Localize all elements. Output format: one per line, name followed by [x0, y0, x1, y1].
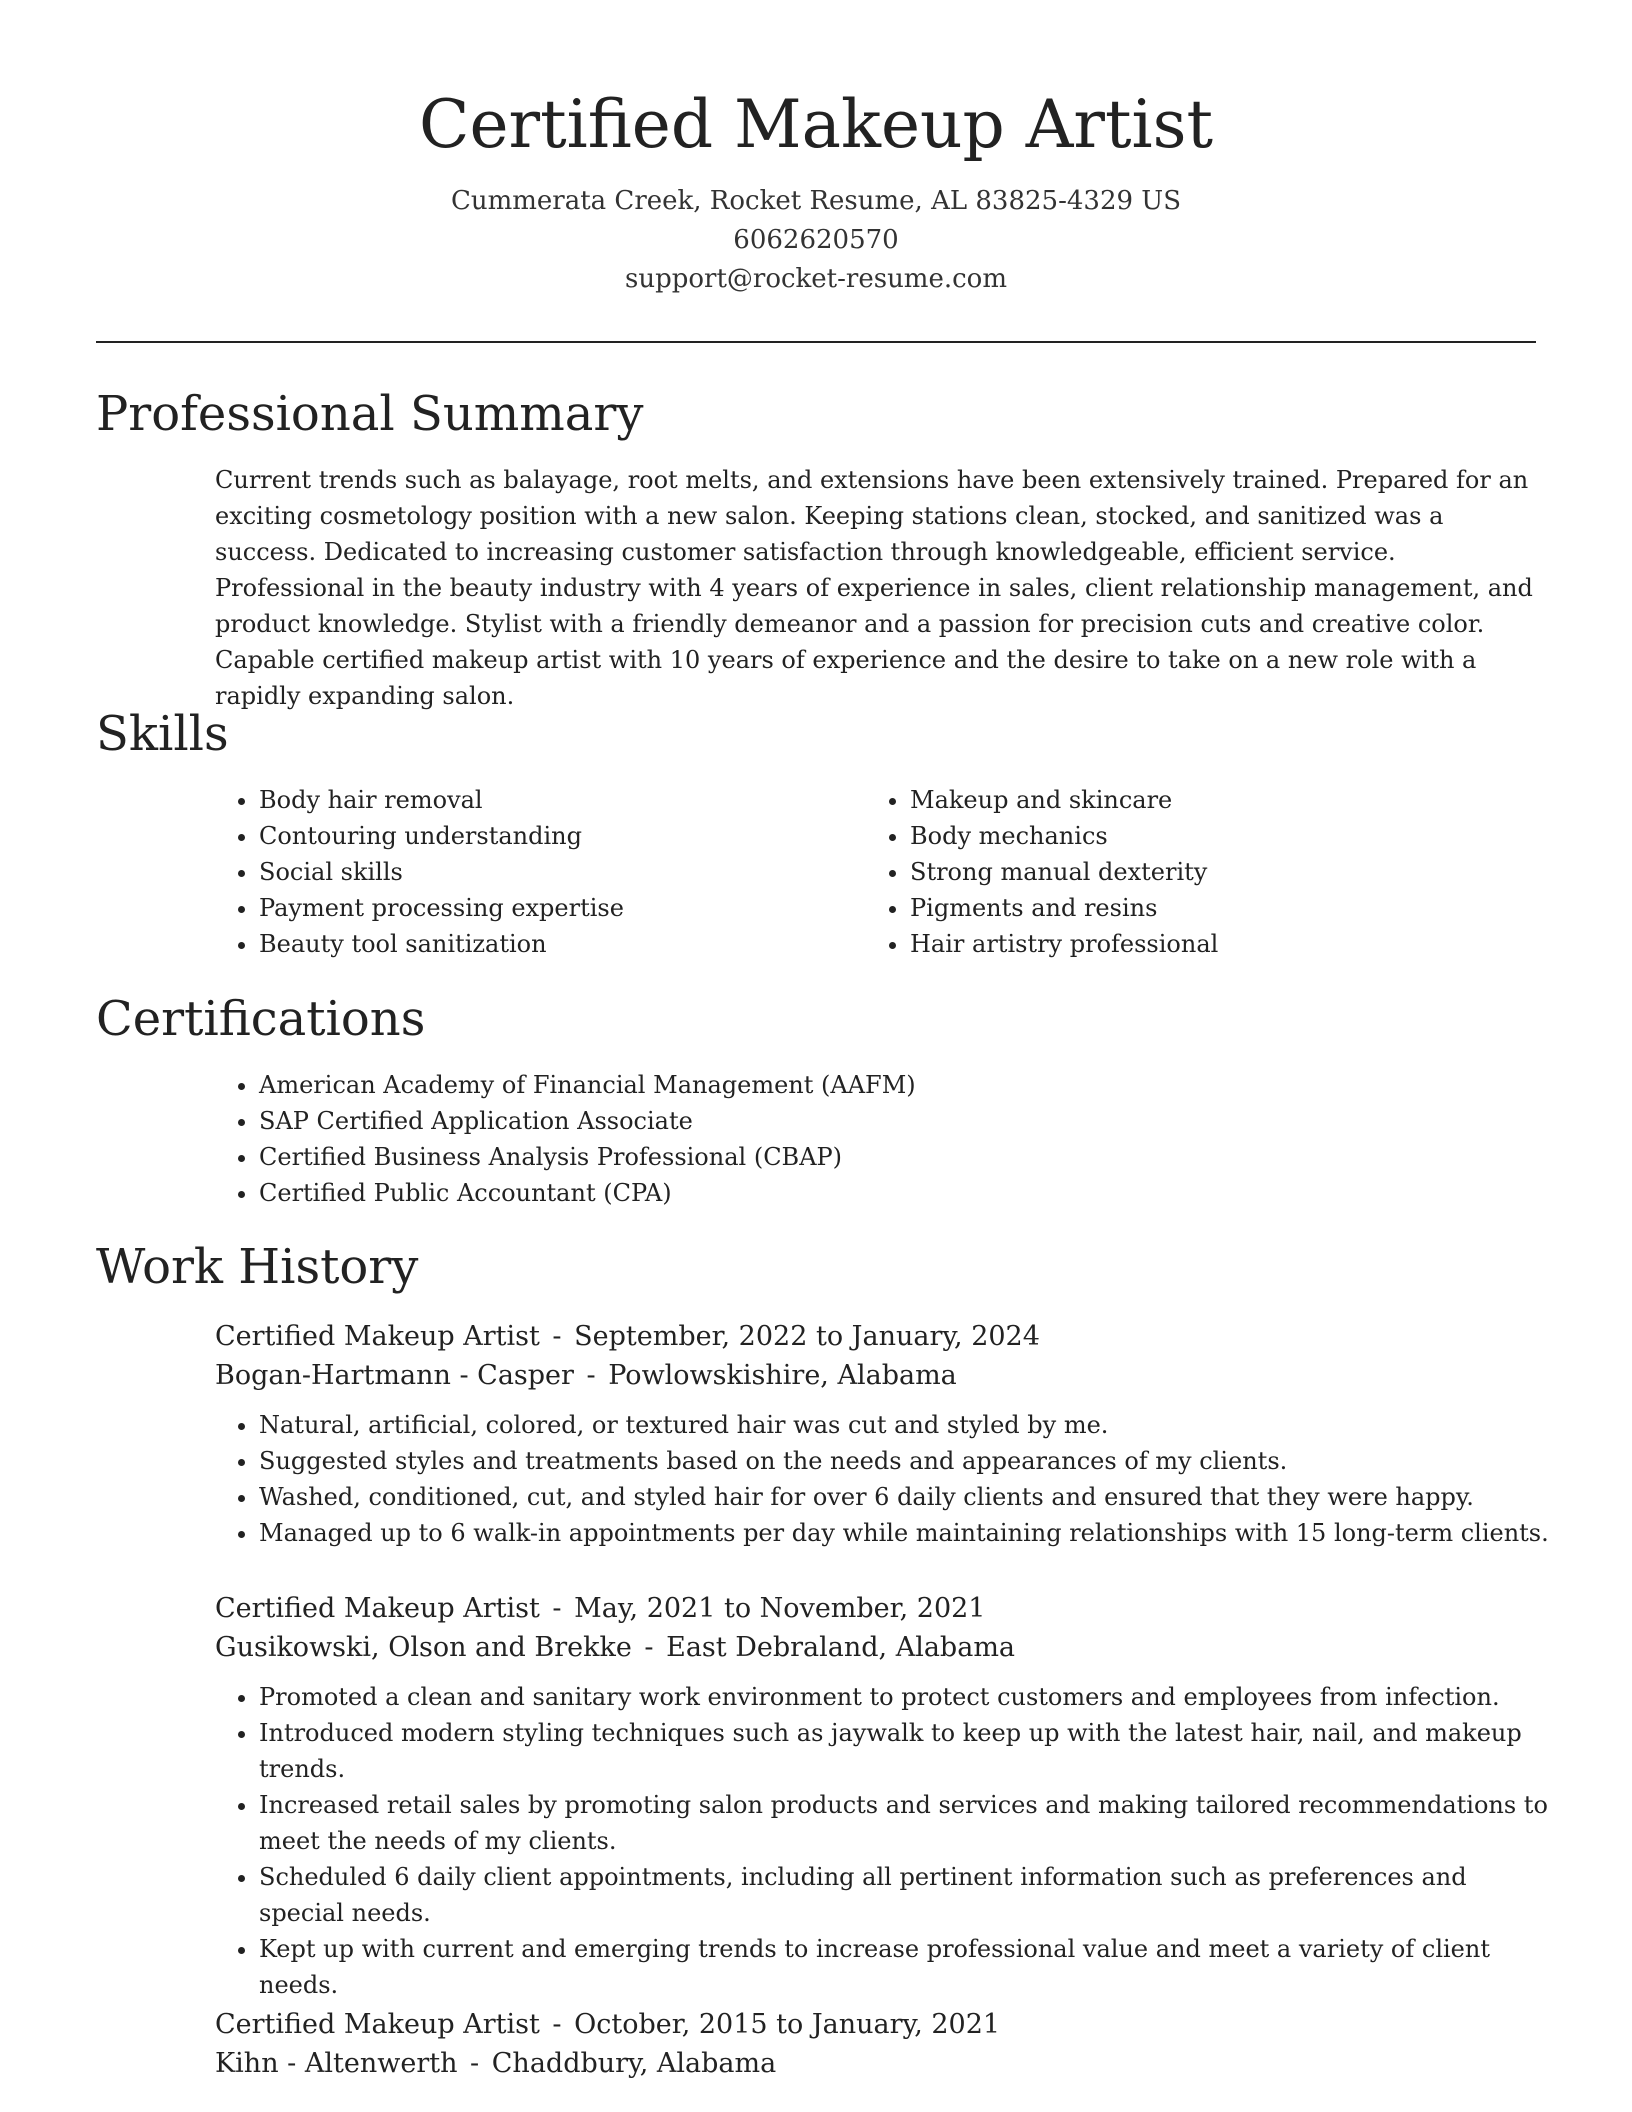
contact-address: Cummerata Creek, Rocket Resume, AL 83825-4329 US: [450, 186, 1182, 216]
job-dates: May, 2021 to November, 2021: [574, 1593, 986, 1624]
contact-email: support@rocket-resume.com: [624, 264, 1007, 294]
job-dates: September, 2022 to January, 2024: [574, 1321, 1040, 1352]
job-company: Kihn - Altenwerth: [215, 2048, 458, 2079]
job-company: Gusikowski, Olson and Brekke: [215, 1632, 632, 1663]
skill-item: • Beauty tool sanitization: [259, 926, 815, 962]
job-location: East Debraland, Alabama: [666, 1632, 1016, 1663]
job-entry: [215, 1317, 1550, 1551]
job-bullet: • Introduced modern styling techniques such as jaywalk to keep up with the latest hair, nail, and makeup trends.: [259, 1715, 1550, 1787]
resume-header: [96, 80, 1536, 299]
certification-item: • Certified Public Accountant (CPA): [259, 1175, 1535, 1211]
job-company: Bogan-Hartmann - Casper: [215, 1360, 574, 1391]
summary-heading: Professional Summary: [96, 386, 644, 442]
job-title-line: Certified Makeup Artist - October, 2015 to January, 2021: [215, 2009, 1001, 2040]
skill-item: • Social skills: [259, 854, 815, 890]
job-title: Certified Makeup Artist: [215, 1321, 540, 1352]
job-company-line: Gusikowski, Olson and Brekke - East Debraland, Alabama: [215, 1632, 1016, 1663]
skill-item: • Makeup and skincare: [910, 782, 1486, 818]
job-company-line: Bogan-Hartmann - Casper - Powlowskishire, Alabama: [215, 1360, 957, 1391]
job-bullet: • Managed up to 6 walk-in appointments per day while maintaining relationships with 15 long-term clients.: [259, 1515, 1550, 1551]
skills-heading: Skills: [96, 706, 229, 762]
skill-item: • Hair artistry professional: [910, 926, 1486, 962]
summary-text: Current trends such as balayage, root melts, and extensions have been extensively trained. Prepared for an exciting cosmetology position with a new salon. Keeping stations clean, stocked, and sanitized was a success. Dedicated to increasing customer satisfaction through knowledgeable, efficient service. Professional in the beauty industry with 4 years of experience in sales, client relationship management, and product knowledge. Stylist with a friendly demeanor and a passion for precision cuts and creative color. Capable certified makeup artist with 10 years of experience and the desire to take on a new role with a rapidly expanding salon.: [215, 466, 1533, 710]
job-bullet: • Natural, artificial, colored, or textured hair was cut and styled by me.: [259, 1407, 1550, 1443]
job-location: Powlowskishire, Alabama: [608, 1360, 957, 1391]
skill-item: • Body mechanics: [910, 818, 1486, 854]
job-bullet: • Scheduled 6 daily client appointments, including all pertinent information such as preferences and special needs.: [259, 1859, 1550, 1931]
skill-item: • Strong manual dexterity: [910, 854, 1486, 890]
job-bullet: • Increased retail sales by promoting salon products and services and making tailored recommendations to meet the needs of my clients.: [259, 1787, 1550, 1859]
header-divider: [96, 341, 1536, 343]
job-title-line: Certified Makeup Artist - May, 2021 to November, 2021: [215, 1593, 986, 1624]
job-company-line: Kihn - Altenwerth - Chaddbury, Alabama: [215, 2048, 777, 2079]
job-location: Chaddbury, Alabama: [491, 2048, 777, 2079]
resume-name: Certified Makeup Artist: [419, 86, 1213, 163]
job-bullet: • Suggested styles and treatments based on the needs and appearances of my clients.: [259, 1443, 1550, 1479]
job-entry: [215, 1589, 1550, 2003]
skill-item: • Body hair removal: [259, 782, 815, 818]
job-title: Certified Makeup Artist: [215, 1593, 540, 1624]
job-bullet: • Washed, conditioned, cut, and styled hair for over 6 daily clients and ensured that they were happy.: [259, 1479, 1550, 1515]
contact-block: [96, 182, 1536, 299]
certification-item: • SAP Certified Application Associate: [259, 1103, 1535, 1139]
certification-item: • American Academy of Financial Management (AAFM): [259, 1067, 1535, 1103]
job-bullet: • Promoted a clean and sanitary work environment to protect customers and employees from infection.: [259, 1679, 1550, 1715]
job-title-line: Certified Makeup Artist - September, 2022 to January, 2024: [215, 1321, 1040, 1352]
job-entry: [215, 2005, 1550, 2083]
skills-left-column: [215, 782, 815, 962]
skill-item: • Pigments and resins: [910, 890, 1486, 926]
work-history-heading: Work History: [96, 1239, 419, 1295]
job-bullet: • Kept up with current and emerging trends to increase professional value and meet a variety of client needs.: [259, 1931, 1550, 2003]
job-dates: October, 2015 to January, 2021: [574, 2009, 1001, 2040]
job-bullets: [215, 1679, 1550, 2003]
contact-phone: 6062620570: [733, 225, 899, 255]
certifications-list: [215, 1067, 1535, 1211]
certification-item: • Certified Business Analysis Professional (CBAP): [259, 1139, 1535, 1175]
skill-item: • Payment processing expertise: [259, 890, 815, 926]
skill-item: • Contouring understanding: [259, 818, 815, 854]
skills-right-column: [866, 782, 1486, 962]
job-title: Certified Makeup Artist: [215, 2009, 540, 2040]
job-bullets: [215, 1407, 1550, 1551]
certifications-heading: Certifications: [96, 991, 426, 1047]
